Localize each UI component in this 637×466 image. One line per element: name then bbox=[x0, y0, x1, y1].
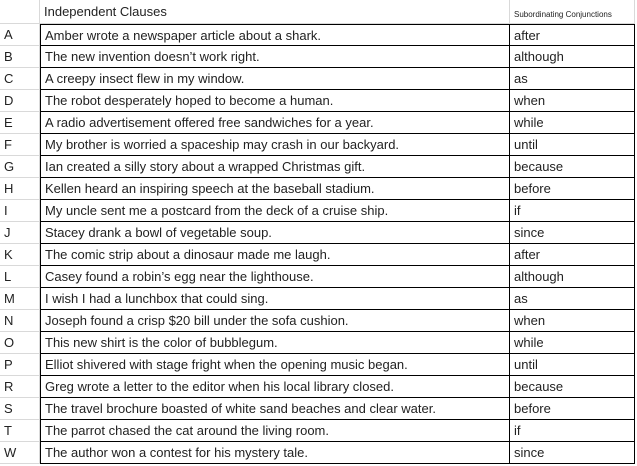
clause-cell[interactable]: Ian created a silly story about a wrapped Christmas gift. bbox=[40, 156, 510, 178]
conjunction-cell[interactable]: while bbox=[510, 332, 635, 354]
clause-cell[interactable]: This new shirt is the color of bubblegum. bbox=[40, 332, 510, 354]
clause-cell[interactable]: A creepy insect flew in my window. bbox=[40, 68, 510, 90]
conjunction-cell[interactable]: while bbox=[510, 112, 635, 134]
row-letter-cell[interactable]: S bbox=[0, 398, 40, 420]
conjunction-cell[interactable]: as bbox=[510, 288, 635, 310]
clause-cell[interactable]: My uncle sent me a postcard from the deck of a cruise ship. bbox=[40, 200, 510, 222]
clause-cell[interactable]: Casey found a robin’s egg near the lighthouse. bbox=[40, 266, 510, 288]
header-independent-clauses[interactable]: Independent Clauses bbox=[40, 0, 510, 24]
clause-cell[interactable]: The author won a contest for his mystery tale. bbox=[40, 442, 510, 464]
conjunction-cell[interactable]: after bbox=[510, 244, 635, 266]
clause-cell[interactable]: The comic strip about a dinosaur made me laugh. bbox=[40, 244, 510, 266]
clause-cell[interactable]: The new invention doesn’t work right. bbox=[40, 46, 510, 68]
clause-cell[interactable]: Kellen heard an inspiring speech at the baseball stadium. bbox=[40, 178, 510, 200]
clause-cell[interactable]: The robot desperately hoped to become a human. bbox=[40, 90, 510, 112]
conjunction-cell[interactable]: before bbox=[510, 398, 635, 420]
header-subordinating-conjunctions[interactable]: Subordinating Conjunctions bbox=[510, 0, 635, 24]
row-letter-cell[interactable]: K bbox=[0, 244, 40, 266]
clause-cell[interactable]: A radio advertisement offered free sandwiches for a year. bbox=[40, 112, 510, 134]
clause-cell[interactable]: Greg wrote a letter to the editor when his local library closed. bbox=[40, 376, 510, 398]
row-letter-cell[interactable]: T bbox=[0, 420, 40, 442]
row-letter-cell[interactable]: F bbox=[0, 134, 40, 156]
conjunction-cell[interactable]: since bbox=[510, 442, 635, 464]
row-letter-cell[interactable]: A bbox=[0, 24, 40, 46]
row-letter-cell[interactable]: C bbox=[0, 68, 40, 90]
row-letter-cell[interactable]: P bbox=[0, 354, 40, 376]
clause-cell[interactable]: Amber wrote a newspaper article about a shark. bbox=[40, 24, 510, 46]
conjunction-cell[interactable]: when bbox=[510, 90, 635, 112]
row-letter-cell[interactable]: M bbox=[0, 288, 40, 310]
conjunction-cell[interactable]: until bbox=[510, 354, 635, 376]
conjunction-cell[interactable]: if bbox=[510, 420, 635, 442]
row-letter-cell[interactable]: L bbox=[0, 266, 40, 288]
conjunction-cell[interactable]: because bbox=[510, 376, 635, 398]
clause-cell[interactable]: Joseph found a crisp $20 bill under the sofa cushion. bbox=[40, 310, 510, 332]
row-letter-cell[interactable]: B bbox=[0, 46, 40, 68]
clause-cell[interactable]: My brother is worried a spaceship may crash in our backyard. bbox=[40, 134, 510, 156]
row-letter-cell[interactable]: W bbox=[0, 442, 40, 464]
conjunction-cell[interactable]: before bbox=[510, 178, 635, 200]
conjunction-cell[interactable]: when bbox=[510, 310, 635, 332]
row-letter-cell[interactable]: J bbox=[0, 222, 40, 244]
conjunction-cell[interactable]: although bbox=[510, 266, 635, 288]
row-letter-cell[interactable]: G bbox=[0, 156, 40, 178]
row-letter-cell[interactable]: E bbox=[0, 112, 40, 134]
clause-cell[interactable]: The travel brochure boasted of white sand beaches and clear water. bbox=[40, 398, 510, 420]
clause-cell[interactable]: The parrot chased the cat around the living room. bbox=[40, 420, 510, 442]
conjunction-cell[interactable]: until bbox=[510, 134, 635, 156]
row-letter-cell[interactable]: H bbox=[0, 178, 40, 200]
row-letter-cell[interactable]: N bbox=[0, 310, 40, 332]
conjunction-cell[interactable]: because bbox=[510, 156, 635, 178]
conjunction-cell[interactable]: since bbox=[510, 222, 635, 244]
row-letter-cell[interactable]: D bbox=[0, 90, 40, 112]
conjunction-cell[interactable]: although bbox=[510, 46, 635, 68]
conjunction-cell[interactable]: as bbox=[510, 68, 635, 90]
header-letter-cell[interactable] bbox=[0, 0, 40, 24]
clause-cell[interactable]: Elliot shivered with stage fright when the opening music began. bbox=[40, 354, 510, 376]
conjunction-cell[interactable]: after bbox=[510, 24, 635, 46]
row-letter-cell[interactable]: O bbox=[0, 332, 40, 354]
row-letter-cell[interactable]: R bbox=[0, 376, 40, 398]
clause-cell[interactable]: I wish I had a lunchbox that could sing. bbox=[40, 288, 510, 310]
conjunction-cell[interactable]: if bbox=[510, 200, 635, 222]
row-letter-cell[interactable]: I bbox=[0, 200, 40, 222]
clause-cell[interactable]: Stacey drank a bowl of vegetable soup. bbox=[40, 222, 510, 244]
